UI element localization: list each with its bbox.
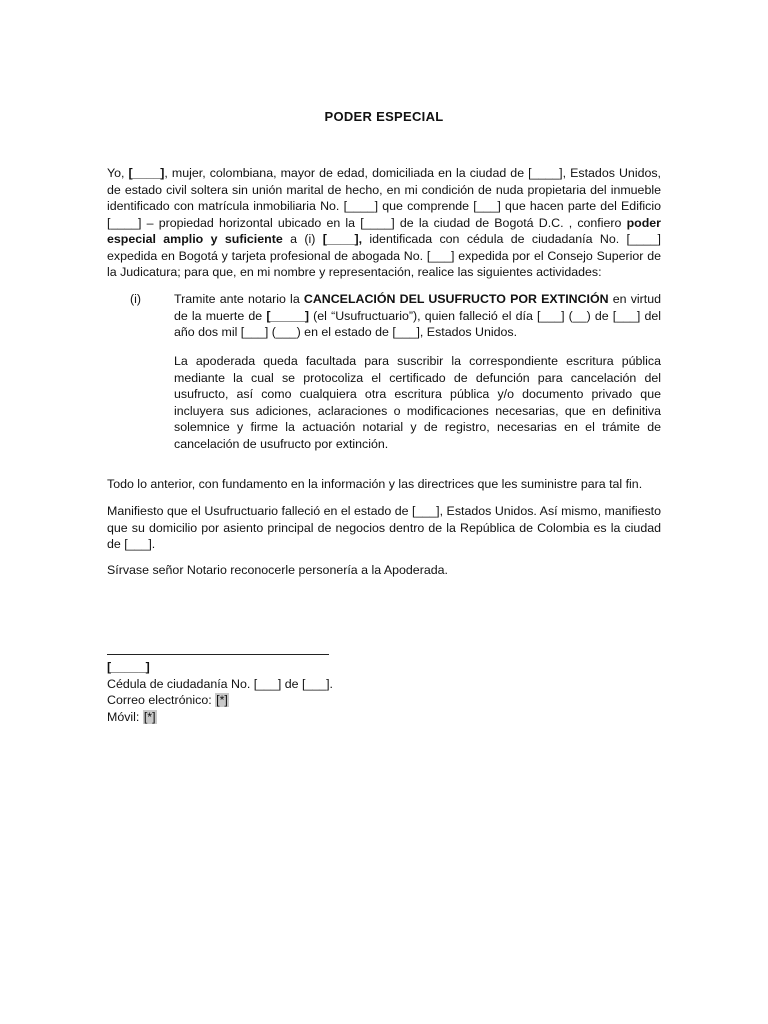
email-label: Correo electrónico: bbox=[107, 693, 216, 707]
signature-line bbox=[107, 654, 329, 655]
item-number: (i) bbox=[130, 292, 142, 306]
power-type-bold: poder especial amplio y suficiente bbox=[107, 215, 661, 246]
item-text-2: en virtud de la muerte de bbox=[174, 292, 662, 323]
signature-block bbox=[107, 659, 661, 725]
email-field[interactable]: [*] bbox=[216, 693, 228, 707]
intro-text-4: identificada con cédula de ciudadanía No. [____] expedida en Bogotá y tarjeta profesional de abogada No. [___] expedida por el Consejo Superior de la Judicatura; para que, en mi nombre y representación, realice las siguientes actividades: bbox=[107, 232, 661, 279]
grantor-name-placeholder: [____] bbox=[128, 166, 165, 180]
cancellation-bold: CANCELACIÓN DEL USUFRUCTO POR EXTINCIÓN bbox=[303, 292, 609, 306]
intro-text-1: Yo, bbox=[107, 166, 129, 180]
item-paragraph-2: La apoderada queda facultada para suscribir la correspondiente escritura pública mediante la cual se protocoliza el certificado de defunción para cancelación del usufructo, así como cualquiera otra escritura pública y/o documento privado que incluyera sus adiciones, aclaraciones o modificaciones necesarias, que en definitiva solemnice y firme la actuación notarial y de registro, necesarias en el trámite de cancelación de usufructo por extinción. bbox=[174, 354, 661, 451]
mobile-field[interactable]: [*] bbox=[143, 709, 156, 724]
intro-paragraph bbox=[107, 165, 661, 281]
signer-email-row bbox=[107, 692, 661, 709]
usufructuary-name-placeholder: [_____] bbox=[266, 308, 310, 323]
intro-text-3: a (i) bbox=[282, 232, 323, 246]
item-paragraph-1 bbox=[174, 291, 661, 341]
document-title: PODER ESPECIAL bbox=[324, 109, 444, 124]
signer-cedula: Cédula de ciudadanía No. [___] de [___]. bbox=[107, 676, 333, 691]
paragraph-sirvase: Sírvase señor Notario reconocerle personería a la Apoderada. bbox=[107, 563, 448, 577]
attorney-name-placeholder: [____], bbox=[322, 232, 363, 246]
paragraph-manifiesto: Manifiesto que el Usufructuario falleció en el estado de [___], Estados Unidos. Así mismo, manifiesto que su domicilio por asiento principal de negocios dentro de la República de Colombia es la ciudad de [___]. bbox=[107, 504, 661, 551]
item-text-1: Tramite ante notario la bbox=[174, 292, 304, 306]
mobile-label: Móvil: bbox=[107, 709, 143, 724]
signer-mobile-row bbox=[107, 709, 661, 726]
signer-name-placeholder: [_____] bbox=[107, 660, 150, 674]
intro-text-2: , mujer, colombiana, mayor de edad, domiciliada en la ciudad de [____], Estados Unidos, de estado civil soltera sin unión marital de hecho, en mi condición de nuda propietaria del inmueble identificado con matrícula inmobiliaria No. [____] que comprende [___] que hacen parte del Edificio [____] – propiedad horizontal ubicado en la [____] de la ciudad de Bogotá D.C. , confiero bbox=[107, 166, 662, 230]
paragraph-anterior: Todo lo anterior, con fundamento en la información y las directrices que les suministre para tal fin. bbox=[107, 477, 643, 491]
item-text-3: (el “Usufructuario”), quien falleció el día [___] (__) de [___] del año dos mil [___] (___) en el estado de [___], Estados Unidos. bbox=[174, 308, 661, 339]
